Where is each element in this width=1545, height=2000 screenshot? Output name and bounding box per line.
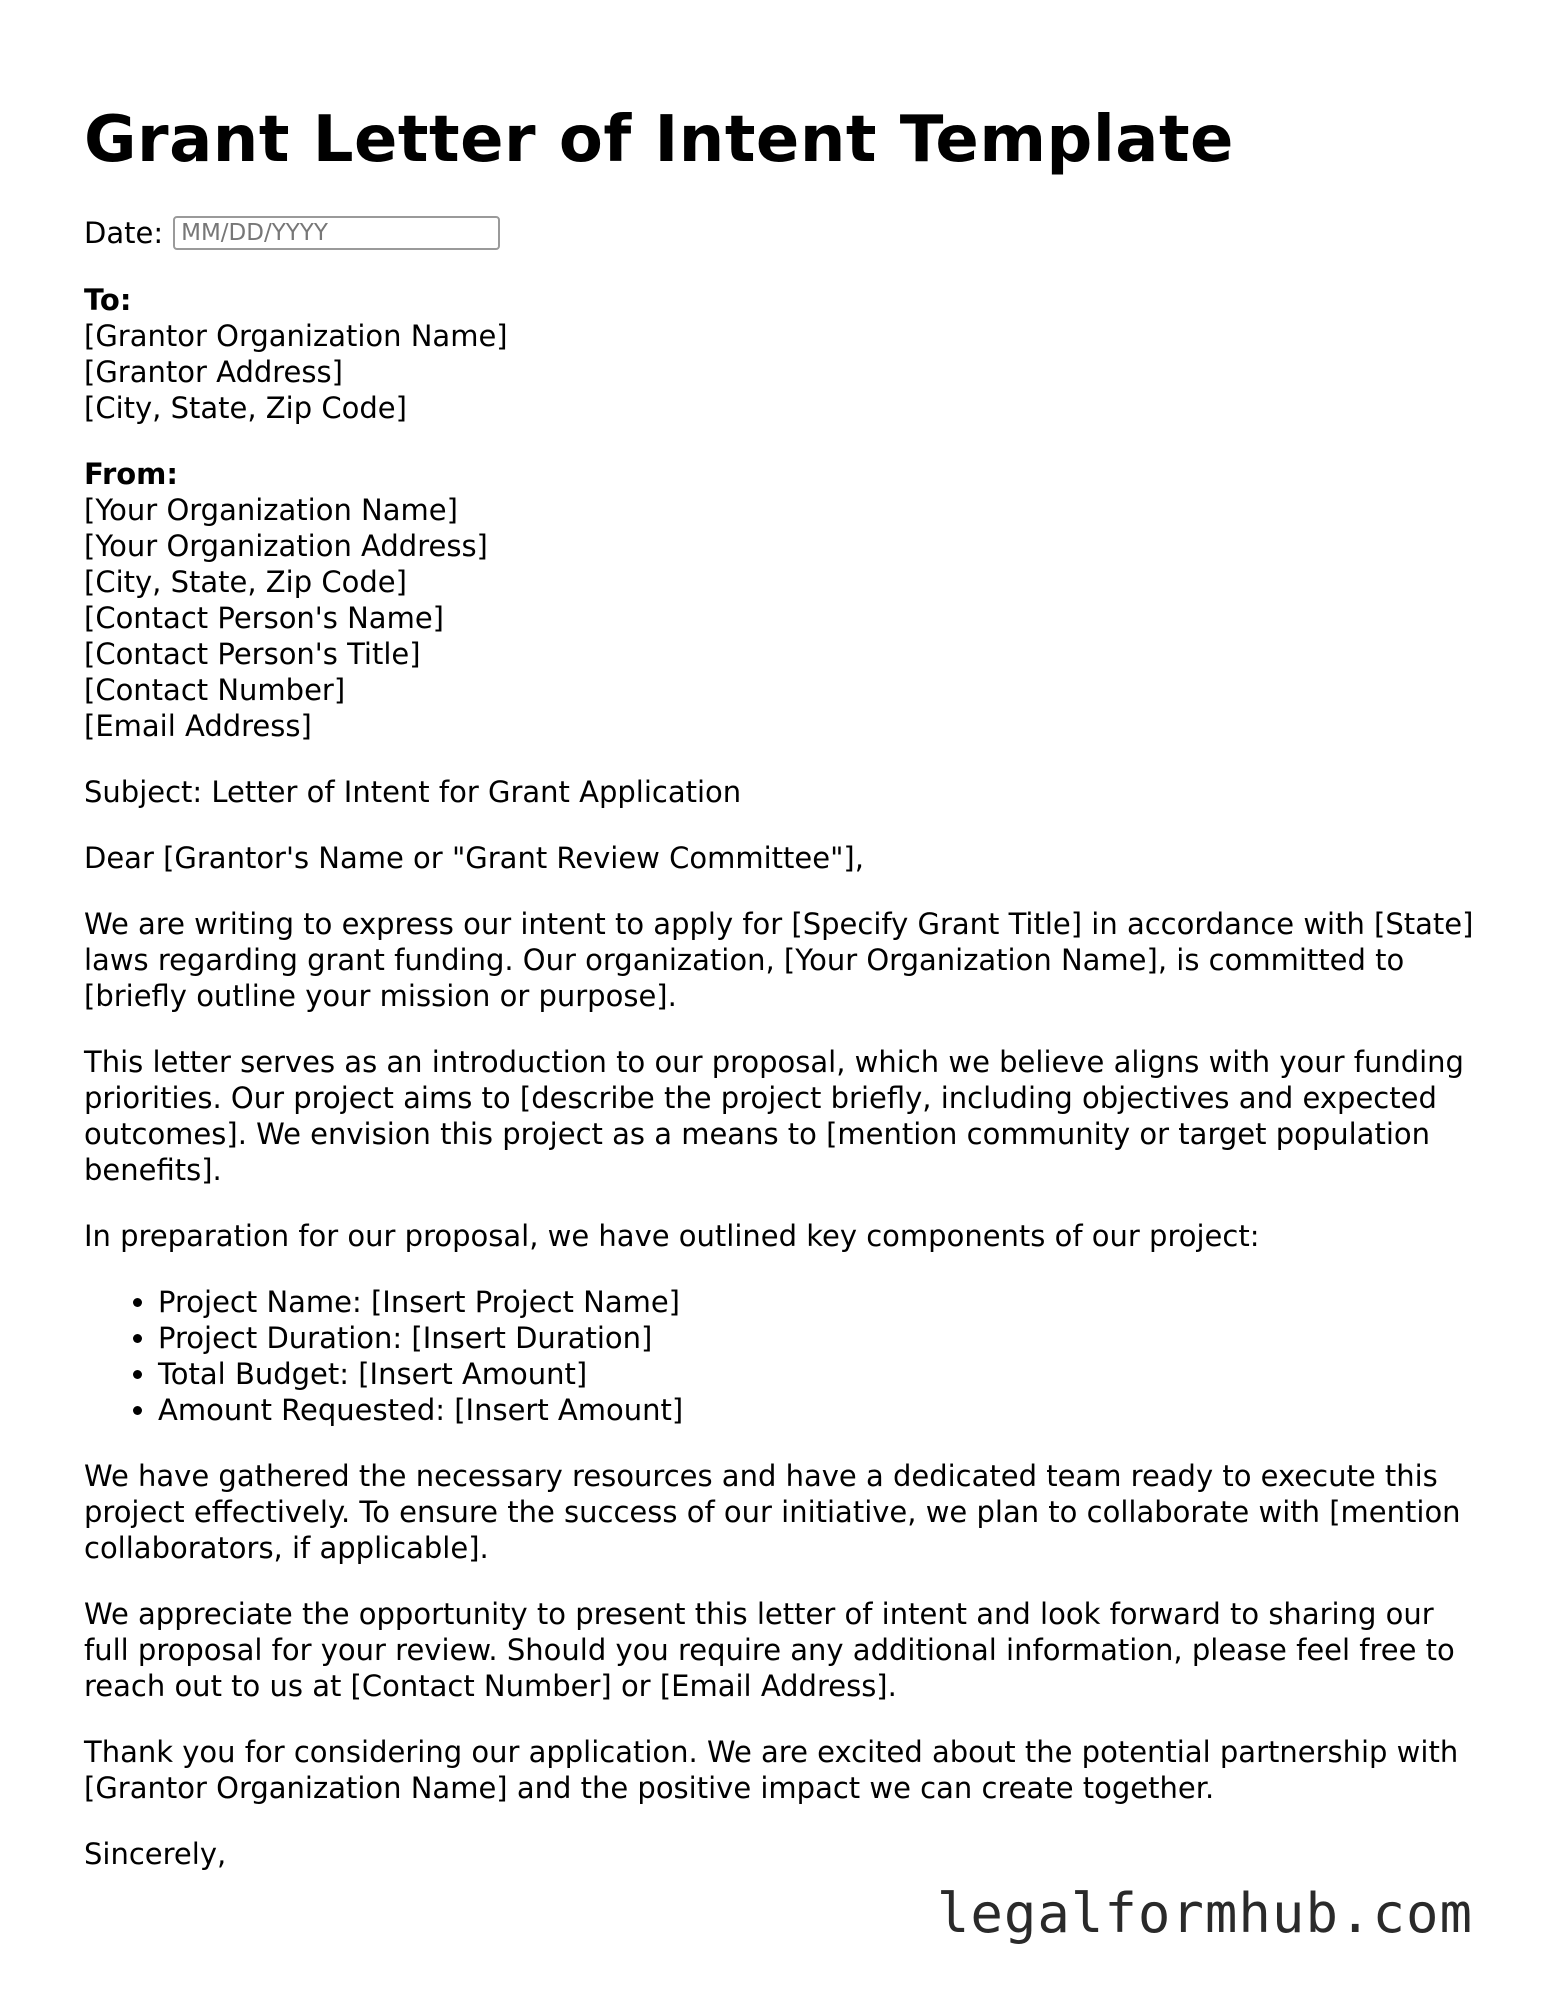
- list-item-project-duration: • Project Duration: [Insert Duration]: [158, 1320, 1484, 1356]
- to-heading: To:: [84, 283, 132, 317]
- date-input[interactable]: [173, 216, 500, 250]
- watermark-logo: legalformhub.com: [936, 1882, 1473, 1945]
- letter-page: [84, 100, 1484, 1872]
- to-line-organization: [Grantor Organization Name]: [84, 319, 508, 353]
- list-item-total-budget: • Total Budget: [Insert Amount]: [158, 1356, 1484, 1392]
- paragraph-resources: We have gathered the necessary resources and have a dedicated team ready to execute this project effectively. To ensure the success of our initiative, we plan to collaborate with [mention collaborators, if applicable].: [84, 1459, 1461, 1565]
- from-heading: From:: [84, 457, 178, 491]
- components-list: [84, 1284, 1484, 1428]
- paragraph-thanks: Thank you for considering our application. We are excited about the potential partnership with [Grantor Organization Name] and the positive impact we can create together.: [84, 1735, 1459, 1805]
- from-line-address: [Your Organization Address]: [84, 529, 488, 563]
- date-row: [84, 212, 1484, 254]
- from-block: [84, 456, 1484, 744]
- paragraph-introduction: This letter serves as an introduction to our proposal, which we believe aligns with your funding priorities. Our project aims to [describe the project briefly, including objectives and expected outcomes]. We envision this project as a means to [mention community or target population benefits].: [84, 1045, 1464, 1187]
- to-line-city: [City, State, Zip Code]: [84, 391, 407, 425]
- page-title: Grant Letter of Intent Template: [84, 103, 1234, 177]
- from-line-organization: [Your Organization Name]: [84, 493, 458, 527]
- from-line-city: [City, State, Zip Code]: [84, 565, 407, 599]
- subject-line: Subject: Letter of Intent for Grant Application: [84, 775, 742, 809]
- signoff: Sincerely,: [84, 1837, 227, 1871]
- from-line-contact-number: [Contact Number]: [84, 673, 346, 707]
- date-label: Date:: [84, 216, 164, 250]
- list-item-project-name: • Project Name: [Insert Project Name]: [158, 1284, 1484, 1320]
- paragraph-appreciation: We appreciate the opportunity to present this letter of intent and look forward to sharing our full proposal for your review. Should you require any additional information, please feel free to reach out to us at [Contact Number] or [Email Address].: [84, 1597, 1455, 1703]
- paragraph-intent: We are writing to express our intent to apply for [Specify Grant Title] in accordance with [State] laws regarding grant funding. Our organization, [Your Organization Name], is committed to [briefly outline your mission or purpose].: [84, 907, 1474, 1013]
- to-block: [84, 282, 1484, 426]
- from-line-contact-name: [Contact Person's Name]: [84, 601, 444, 635]
- from-line-email: [Email Address]: [84, 709, 312, 743]
- paragraph-components-intro: In preparation for our proposal, we have outlined key components of our project:: [84, 1219, 1260, 1253]
- salutation: Dear [Grantor's Name or "Grant Review Committee"],: [84, 841, 864, 875]
- to-line-address: [Grantor Address]: [84, 355, 343, 389]
- list-item-amount-requested: • Amount Requested: [Insert Amount]: [158, 1392, 1484, 1428]
- from-line-contact-title: [Contact Person's Title]: [84, 637, 421, 671]
